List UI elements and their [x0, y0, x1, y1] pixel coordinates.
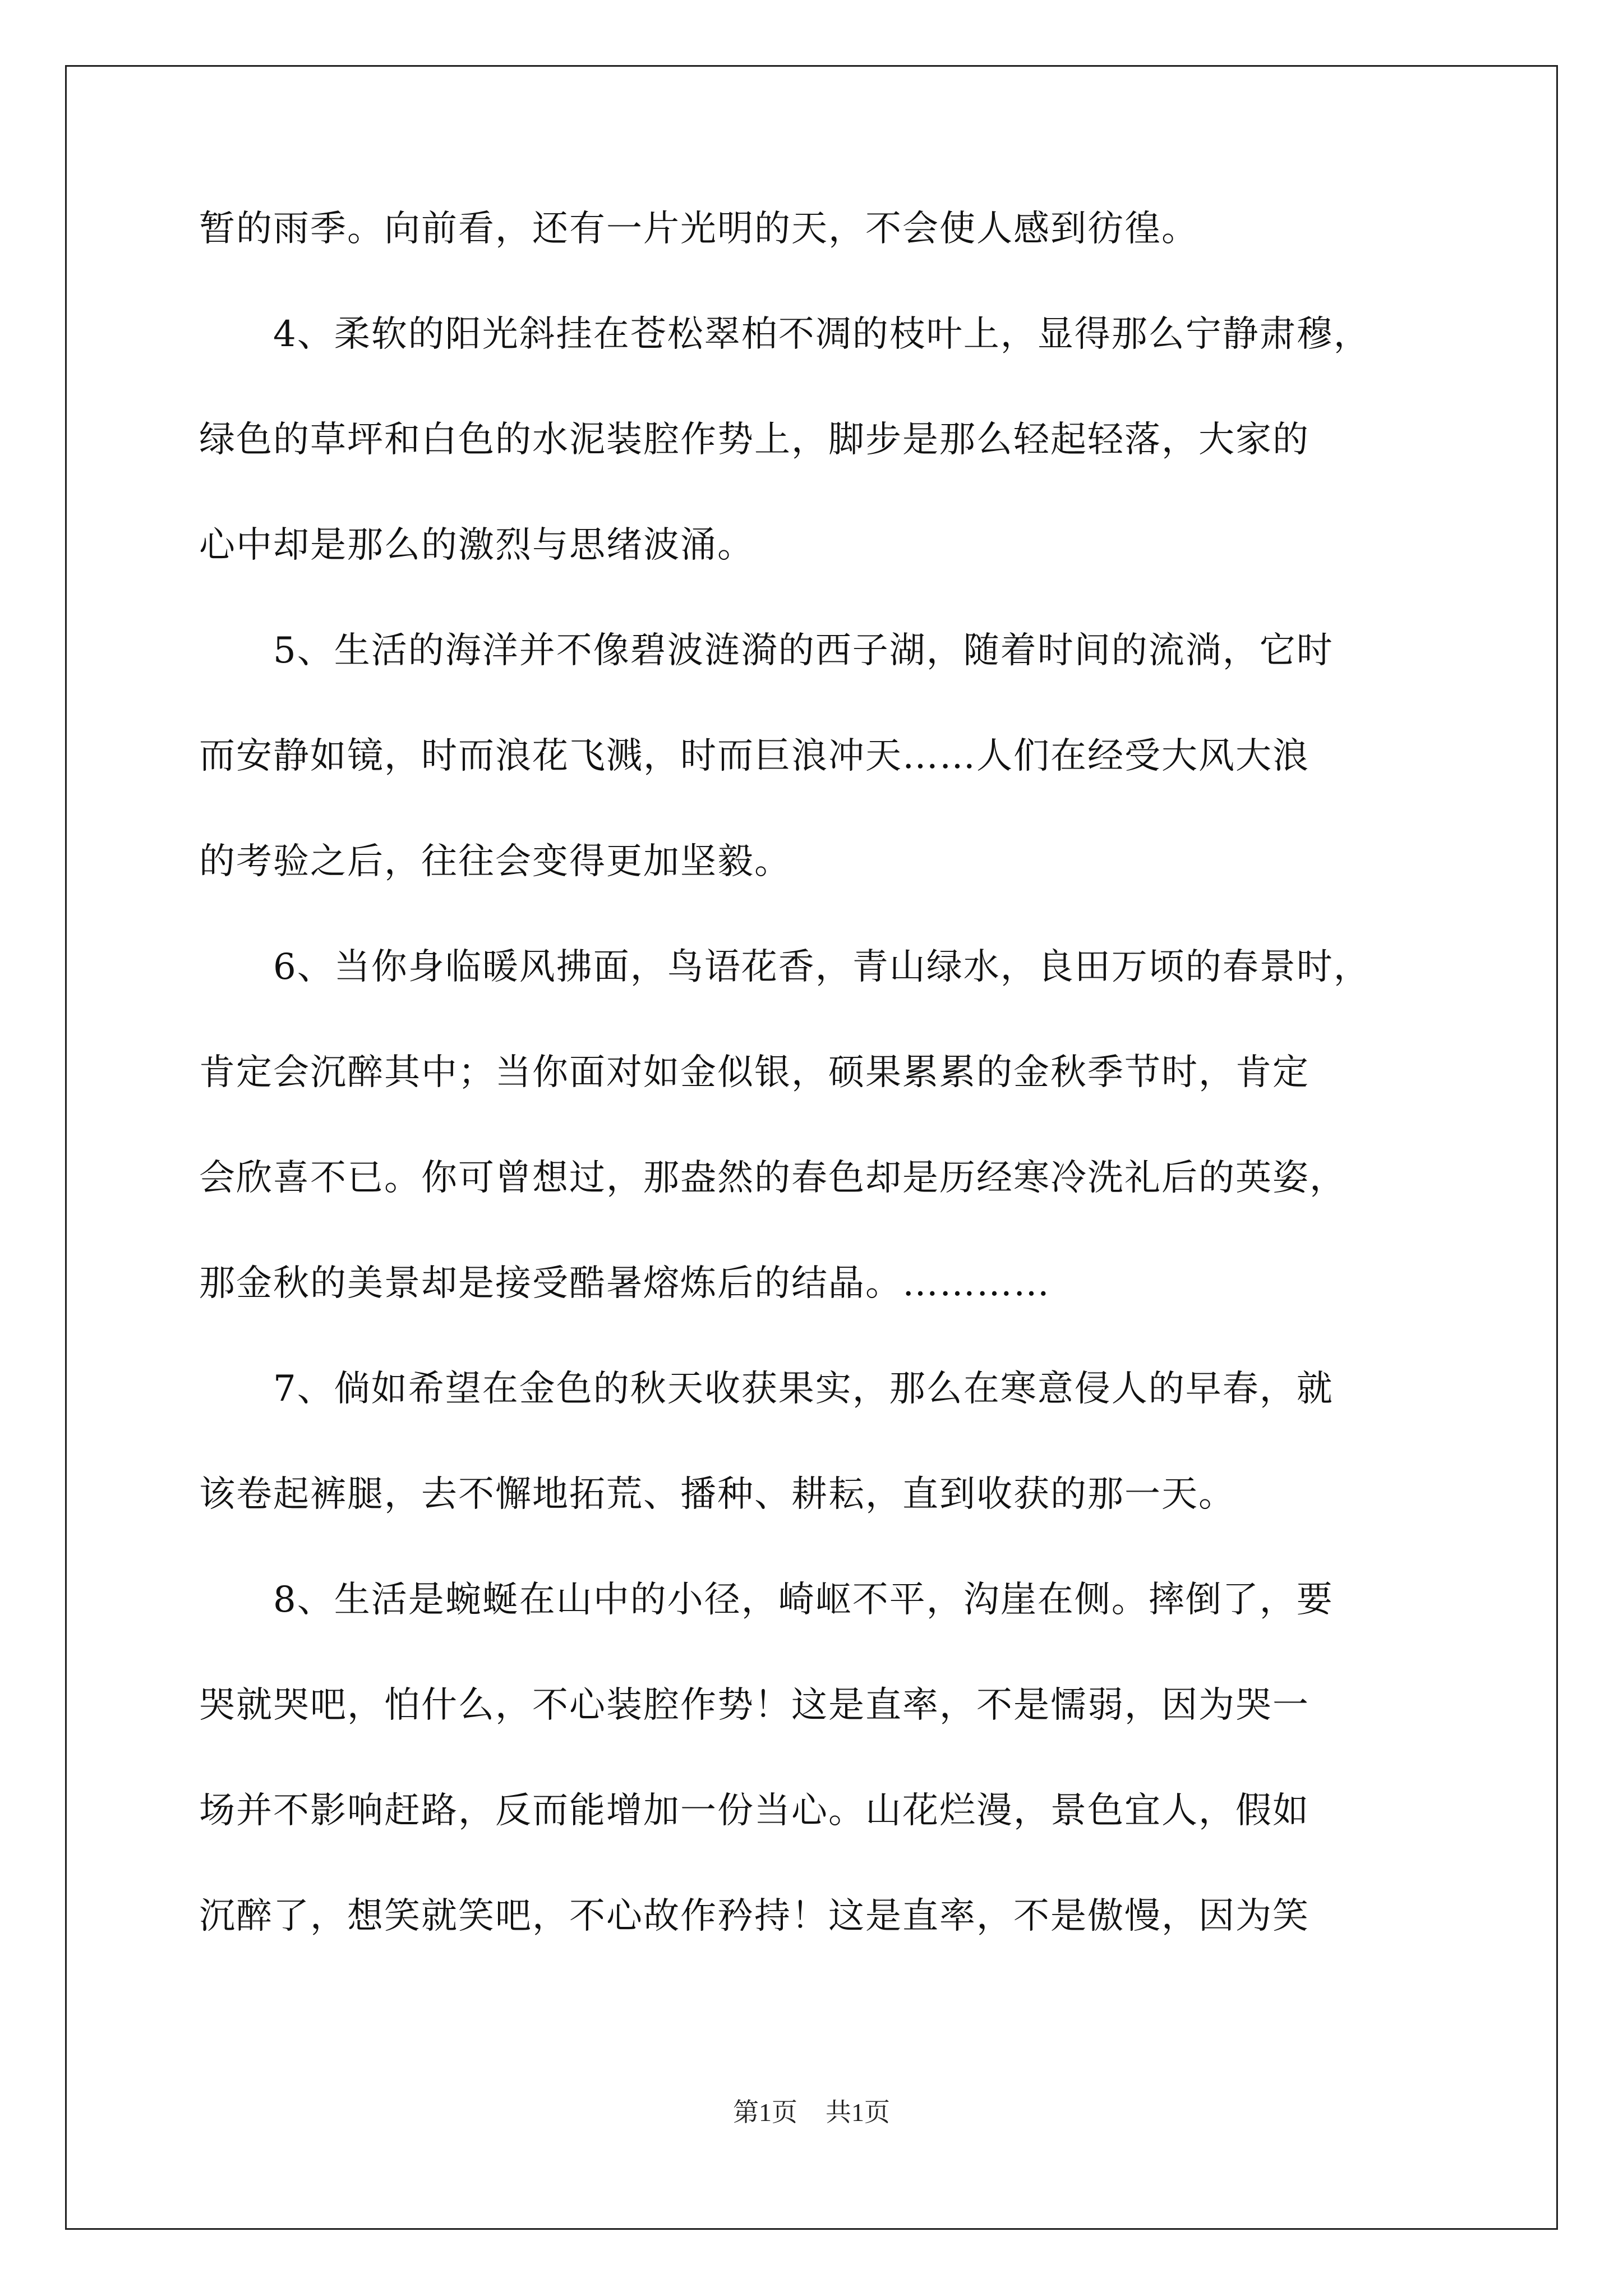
text-line: 哭就哭吧，怕什么，不心装腔作势！这是直率，不是懦弱，因为哭一	[199, 1685, 1310, 1726]
page-total: 共1页	[826, 2098, 890, 2127]
text-line: 场并不影响赶路，反而能增加一份当心。山花烂漫，景色宜人，假如	[199, 1790, 1310, 1832]
text-line: 暂的雨季。向前看，还有一片光明的天，不会使人感到彷徨。	[199, 208, 1198, 250]
text-line: 绿色的草坪和白色的水泥装腔作势上，脚步是那么轻起轻落，大家的	[199, 419, 1310, 461]
text-line: 8、生活是蜿蜒在山中的小径，崎岖不平，沟崖在侧。摔倒了，要	[199, 1579, 1334, 1621]
text-line: 沉醉了，想笑就笑吧，不心故作矜持！这是直率，不是傲慢，因为笑	[199, 1895, 1310, 1937]
text-line: 的考验之后，往往会变得更加坚毅。	[199, 841, 791, 882]
text-line: 6、当你身临暖风拂面，鸟语花香，青山绿水，良田万顷的春景时，	[199, 946, 1371, 988]
text-line: 5、生活的海洋并不像碧波涟漪的西子湖，随着时间的流淌，它时	[199, 630, 1334, 671]
page-footer	[0, 2096, 1623, 2129]
page-number: 第1页	[733, 2098, 797, 2127]
text-line: 7、倘如希望在金色的秋天收获果实，那么在寒意侵人的早春，就	[199, 1368, 1334, 1410]
text-line: 而安静如镜，时而浪花飞溅，时而巨浪冲天……人们在经受大风大浪	[199, 735, 1310, 777]
text-line: 心中却是那么的激烈与思绪波涌。	[199, 524, 754, 566]
text-line: 会欣喜不已。你可曾想过，那盎然的春色却是历经寒冷洗礼后的英姿，	[199, 1157, 1347, 1199]
text-line: 那金秋的美景却是接受酷暑熔炼后的结晶。…………	[199, 1263, 1050, 1304]
text-line: 肯定会沉醉其中；当你面对如金似银，硕果累累的金秋季节时，肯定	[199, 1052, 1310, 1093]
text-line: 该卷起裤腿，去不懈地拓荒、播种、耕耘，直到收获的那一天。	[199, 1474, 1235, 1515]
text-line: 4、柔软的阳光斜挂在苍松翠柏不凋的枝叶上，显得那么宁静肃穆，	[199, 314, 1371, 355]
